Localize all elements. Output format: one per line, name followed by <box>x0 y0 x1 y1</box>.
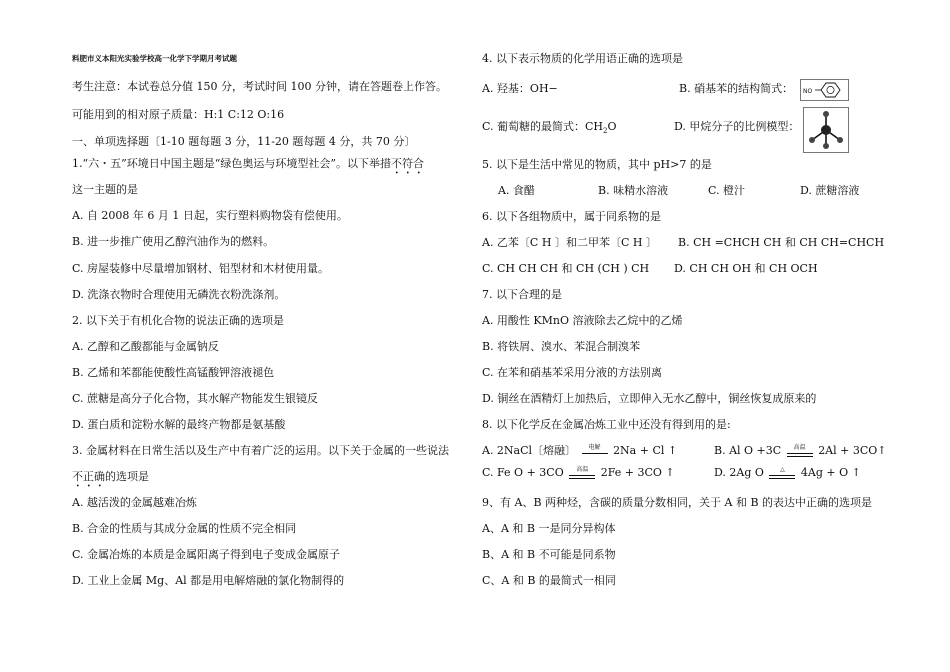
q6-option-d: D. CH CH OH 和 CH OCH <box>674 262 818 275</box>
q8-option-c: C. Fe O + 3CO 高温 2Fe + 3CO ↑ <box>482 466 675 479</box>
q3-option-d: D. 工业上金属 Mg、Al 都是用电解熔融的氯化物制得的 <box>72 574 345 587</box>
q6-option-b: B. CH =CHCH CH 和 CH CH=CHCH <box>678 236 885 249</box>
q4-option-d: D. 甲烷分子的比例模型： <box>674 120 800 133</box>
nitro-group-label: NO <box>803 88 813 95</box>
q9-option-c: C、A 和 B 的最简式一相同 <box>482 574 616 587</box>
q2-stem: 2. 以下关于有机化合物的说法正确的选项是 <box>72 314 284 327</box>
q7-option-b: B. 将铁屑、溴水、苯混合制溴苯 <box>482 340 641 353</box>
q6-stem: 6. 以下各组物质中，属于同系物的是 <box>482 210 661 223</box>
q1-option-c: C. 房屋装修中尽量增加钢材、铝型材和木材使用量。 <box>72 262 330 275</box>
atomic-mass-line: 可能用到的相对原子质量：H:1 C:12 O:16 <box>72 108 285 121</box>
q7-option-a: A. 用酸性 KMnO 溶液除去乙烷中的乙烯 <box>482 314 683 327</box>
q4-option-a: A. 羟基：OH− <box>482 82 558 95</box>
methane-model-image <box>803 107 849 153</box>
q3-stem: 3. 金属材料在日常生活以及生产中有着广泛的运用。以下关于金属的一些说法 <box>72 444 449 457</box>
q5-option-c: C. 橙汁 <box>708 184 746 197</box>
q1-stem: 1.“六・五”环境日中国主题是“绿色奥运与环境型社会”。以下举措不符合 <box>72 157 424 170</box>
q9-option-b: B、A 和 B 不可能是同系物 <box>482 548 616 561</box>
q9-option-a: A、A 和 B 一是同分异构体 <box>482 522 616 535</box>
q1-stem-cont: 这一主题的是 <box>72 183 138 196</box>
q1-option-b: B. 进一步推广使用乙醇汽油作为的燃料。 <box>72 235 275 248</box>
q2-option-d: D. 蛋白质和淀粉水解的最终产物都是氨基酸 <box>72 418 286 431</box>
q5-option-a: A. 食醋 <box>498 184 535 197</box>
q8-option-b: B. Al O +3C 高温 2Al + 3CO↑ <box>714 444 887 457</box>
reaction-arrow: 高温 <box>567 466 597 480</box>
q3-stem-cont: 不正确的选项是 <box>72 470 149 483</box>
q5-option-d: D. 蔗糖溶液 <box>800 184 860 197</box>
q3-option-a: A. 越活泼的金属越难冶炼 <box>72 496 197 509</box>
q7-option-c: C. 在苯和硝基苯采用分液的方法别离 <box>482 366 663 379</box>
nitrobenzene-structure-image <box>800 79 849 101</box>
reaction-arrow: 高温 <box>785 444 815 458</box>
q2-option-b: B. 乙烯和苯都能使酸性高锰酸钾溶液褪色 <box>72 366 275 379</box>
reaction-arrow: 电解 <box>580 444 610 458</box>
q2-option-a: A. 乙醇和乙酸都能与金属钠反 <box>72 340 219 353</box>
q1-option-d: D. 洗涤衣物时合理使用无磷洗衣粉洗涤剂。 <box>72 288 286 301</box>
q4-option-b: B. 硝基苯的结构简式： <box>679 82 794 95</box>
q6-option-c: C. CH CH CH 和 CH (CH ) CH <box>482 262 650 275</box>
q1-option-a: A. 自 2008 年 6 月 1 日起，实行塑料购物袋有偿使用。 <box>72 209 348 222</box>
exam-title: 料肥市义本阳光实验学校高一化学下学期月考试题 <box>72 54 237 63</box>
q7-option-d: D. 铜丝在酒精灯上加热后，立即伸入无水乙醇中，铜丝恢复成原来的 <box>482 392 817 405</box>
section-heading: 一、单项选择题〔1-10 题每题 3 分，11-20 题每题 4 分，共 70 分〕 <box>72 135 416 148</box>
q3-option-c: C. 金属冶炼的本质是金属阳离子得到电子变成金属原子 <box>72 548 341 561</box>
q8-option-d: D. 2Ag O △ 4Ag + O ↑ <box>714 466 861 479</box>
q4-stem: 4. 以下表示物质的化学用语正确的选项是 <box>482 52 683 65</box>
q9-stem: 9、有 A、B 两种烃，含碳的质量分数相同，关于 A 和 B 的表达中正确的选项是 <box>482 496 873 509</box>
q8-stem: 8. 以下化学反在金属冶炼工业中还没有得到用的是: <box>482 418 731 431</box>
reaction-arrow: △ <box>767 466 797 480</box>
q8-option-a: A. 2NaCl〔熔融〕 电解 2Na + Cl ↑ <box>482 444 678 457</box>
exam-notice: 考生注意：本试卷总分值 150 分，考试时间 100 分钟，请在答题卷上作答。 <box>72 80 447 93</box>
q5-stem: 5. 以下是生活中常见的物质，其中 pH>7 的是 <box>482 158 712 171</box>
q3-option-b: B. 合金的性质与其成分金属的性质不完全相同 <box>72 522 297 535</box>
q4-option-c: C. 葡萄糖的最简式：$CH_2O$ <box>482 120 617 135</box>
q7-stem: 7. 以下合理的是 <box>482 288 562 301</box>
q5-option-b: B. 味精水溶液 <box>598 184 669 197</box>
q6-option-a: A. 乙苯〔C H 〕和二甲苯〔C H 〕 <box>482 236 657 249</box>
q2-option-c: C. 蔗糖是高分子化合物，其水解产物能发生银镜反 <box>72 392 319 405</box>
